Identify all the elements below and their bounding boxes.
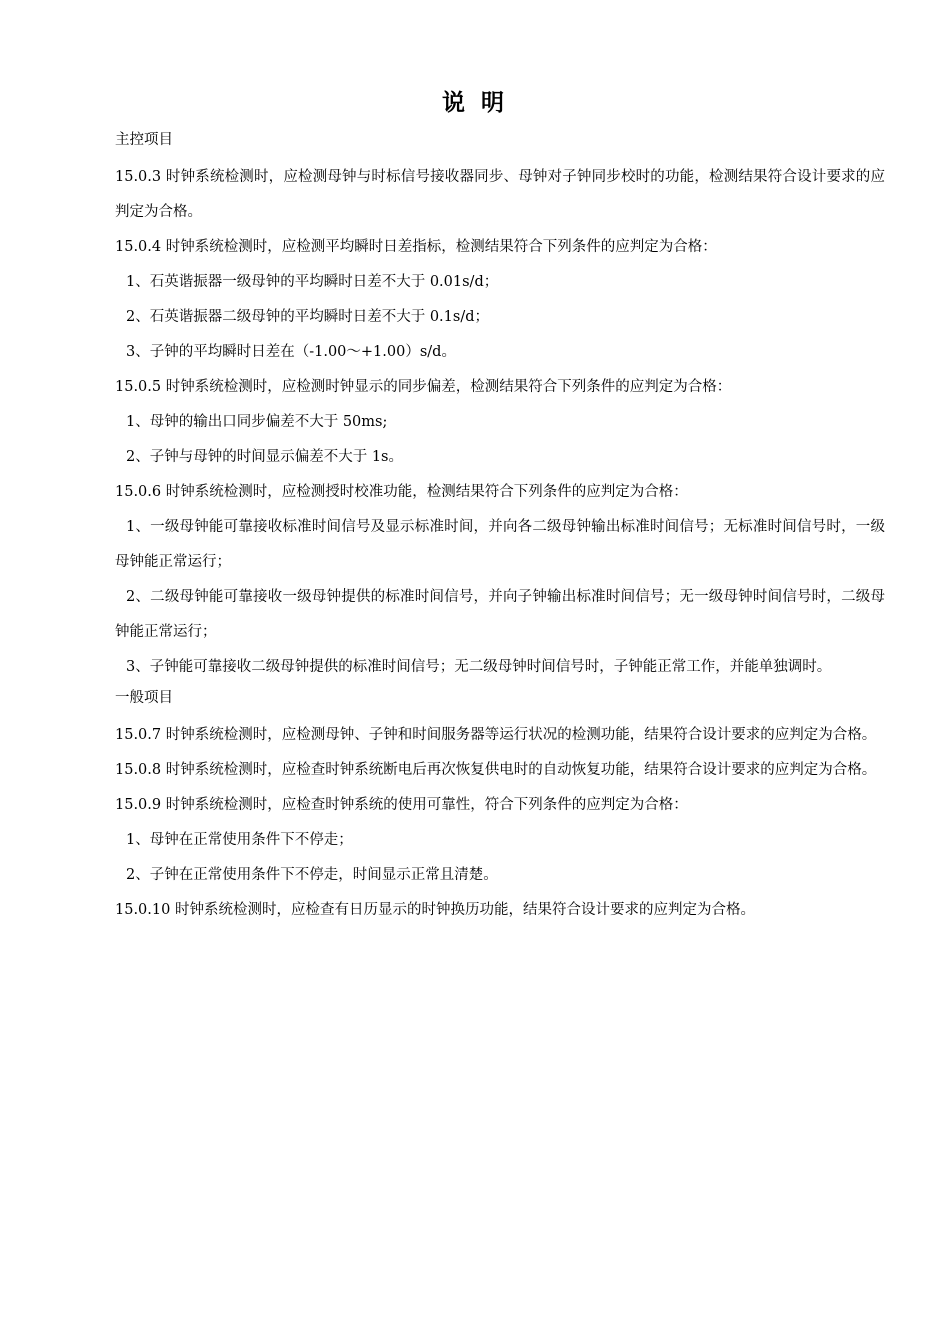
clause-15-0-3: 15.0.3 时钟系统检测时，应检测母钟与时标信号接收器同步、母钟对子钟同步校时的功能，检测结果符合设计要求的应判定为合格。	[115, 169, 885, 220]
clause-15-0-5-item-2: 2、子钟与母钟的时间显示偏差不大于 1s。	[126, 449, 403, 465]
clause-15-0-8: 15.0.8 时钟系统检测时，应检查时钟系统断电后再次恢复供电时的自动恢复功能，结果符合设计要求的应判定为合格。	[115, 762, 877, 778]
clause-15-0-5-item-1: 1、母钟的输出口同步偏差不大于 50ms;	[126, 414, 388, 430]
clause-15-0-10: 15.0.10 时钟系统检测时，应检查有日历显示的时钟换历功能，结果符合设计要求的应判定为合格。	[115, 902, 755, 918]
clause-15-0-4: 15.0.4 时钟系统检测时，应检测平均瞬时日差指标，检测结果符合下列条件的应判定为合格：	[115, 239, 717, 255]
clause-15-0-6-item-1: 1、一级母钟能可靠接收标准时间信号及显示标准时间，并向各二级母钟输出标准时间信号；无标准时间信号时，一级母钟能正常运行；	[115, 519, 885, 570]
clause-15-0-4-item-2: 2、石英谐振器二级母钟的平均瞬时日差不大于 0.1s/d；	[126, 309, 490, 325]
clause-15-0-4-item-1: 1、石英谐振器一级母钟的平均瞬时日差不大于 0.01s/d；	[126, 274, 499, 290]
clause-15-0-7: 15.0.7 时钟系统检测时，应检测母钟、子钟和时间服务器等运行状况的检测功能，结果符合设计要求的应判定为合格。	[115, 727, 877, 743]
clause-15-0-4-item-3: 3、子钟的平均瞬时日差在（-1.00～+1.00）s/d。	[126, 344, 456, 360]
clause-15-0-6-item-2: 2、二级母钟能可靠接收一级母钟提供的标准时间信号，并向子钟输出标准时间信号；无一级母钟时间信号时，二级母钟能正常运行；	[115, 589, 885, 640]
section-heading-general: 一般项目	[115, 690, 173, 706]
section-heading-main: 主控项目	[115, 132, 173, 148]
clause-15-0-9-item-2: 2、子钟在正常使用条件下不停走，时间显示正常且清楚。	[126, 867, 498, 883]
clause-15-0-6: 15.0.6 时钟系统检测时，应检测授时校准功能，检测结果符合下列条件的应判定为合格：	[115, 484, 688, 500]
clause-15-0-5: 15.0.5 时钟系统检测时，应检测时钟显示的同步偏差，检测结果符合下列条件的应判定为合格：	[115, 379, 732, 395]
clause-15-0-6-item-3: 3、子钟能可靠接收二级母钟提供的标准时间信号；无二级母钟时间信号时，子钟能正常工作，并能单独调时。	[126, 659, 832, 675]
page-title: 说 明	[441, 90, 508, 116]
clause-15-0-9: 15.0.9 时钟系统检测时，应检查时钟系统的使用可靠性，符合下列条件的应判定为合格：	[115, 797, 688, 813]
document-body	[115, 127, 885, 928]
clause-15-0-9-item-1: 1、母钟在正常使用条件下不停走；	[126, 832, 353, 848]
